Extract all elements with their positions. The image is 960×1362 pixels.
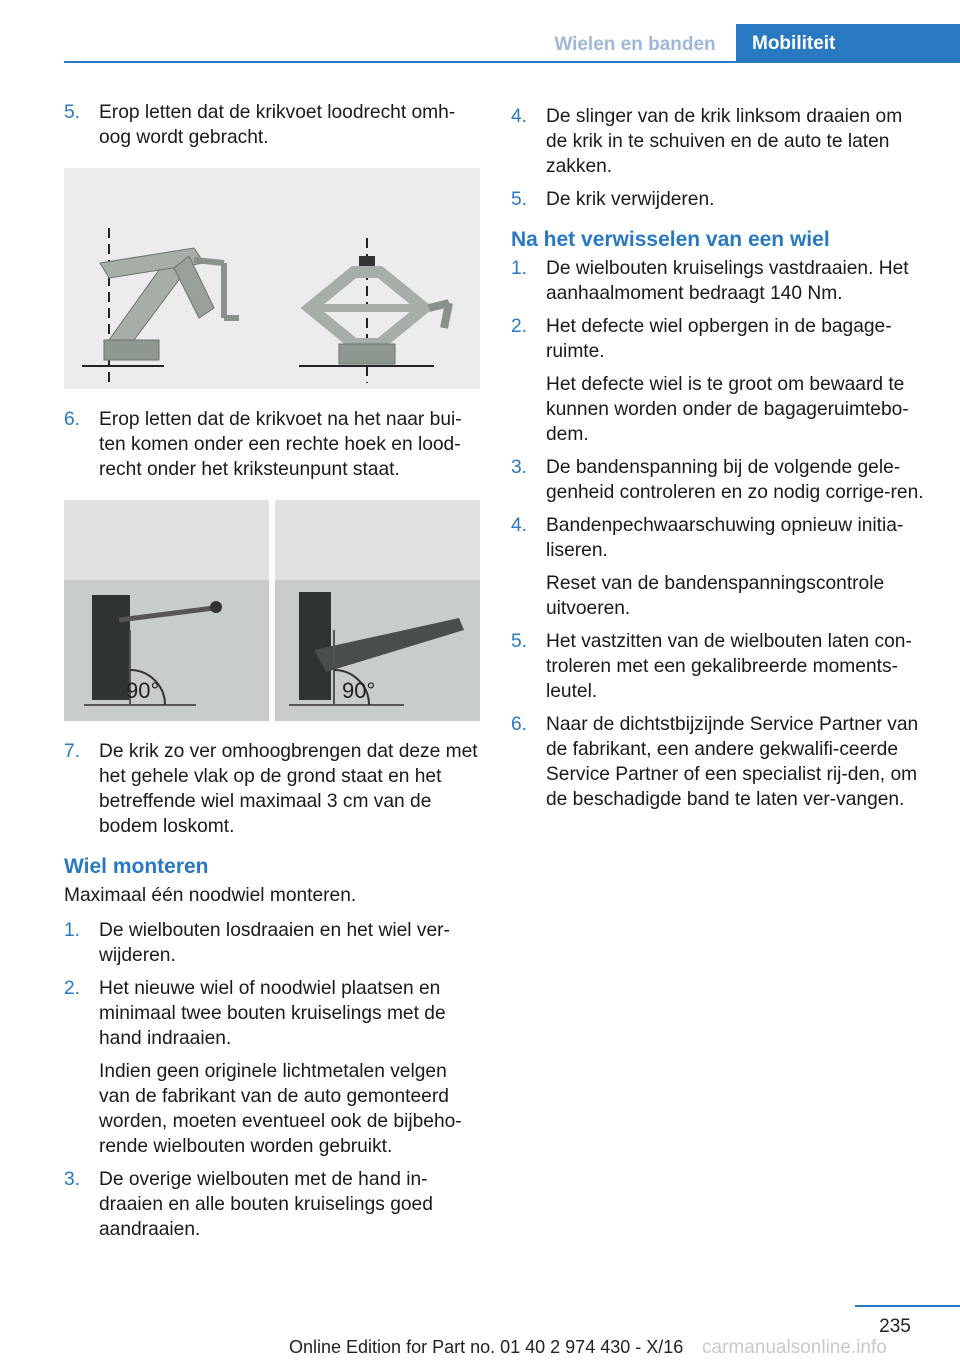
step-number: 6. bbox=[511, 714, 528, 735]
step-number: 4. bbox=[511, 515, 528, 536]
step-text: Erop letten dat de krikvoet loodrecht omh‐oog wordt gebracht. bbox=[99, 102, 456, 148]
step-text: De overige wielbouten met de hand in‐draaien en alle bouten kruiselings goed aandraaien. bbox=[99, 1169, 433, 1240]
step-number: 3. bbox=[64, 1169, 81, 1190]
list-item bbox=[64, 918, 480, 968]
footer-rule bbox=[855, 1305, 960, 1307]
step-text: Het defecte wiel opbergen in de bagage‐ruimte. bbox=[546, 316, 892, 362]
step-text: De wielbouten kruiselings vastdraaien. Het aanhaalmoment bedraagt 140 Nm. bbox=[546, 258, 909, 304]
list-item bbox=[511, 513, 927, 621]
step-number: 5. bbox=[64, 102, 81, 123]
step-text: De wielbouten losdraaien en het wiel ver‐wijderen. bbox=[99, 920, 450, 966]
jack-figure bbox=[64, 168, 480, 389]
jack-illustration bbox=[64, 168, 480, 389]
step-body bbox=[99, 1167, 480, 1242]
step-body bbox=[546, 712, 927, 812]
section-intro: Maximaal één noodwiel monteren. bbox=[64, 885, 357, 906]
edition-text: Online Edition for Part no. 01 40 2 974 430 - X/16 bbox=[289, 1337, 684, 1357]
step-body bbox=[99, 407, 480, 482]
step-note: Reset van de bandenspanningscontrole uitvoeren. bbox=[546, 573, 885, 619]
step-body bbox=[99, 739, 480, 839]
step-list bbox=[511, 256, 927, 812]
step-body bbox=[546, 256, 927, 306]
list-item bbox=[64, 739, 480, 839]
step-number: 5. bbox=[511, 189, 528, 210]
step-text: De bandenspanning bij de volgende gele‐genheid controleren en zo nodig corrige‐ren. bbox=[546, 457, 924, 503]
step-number: 5. bbox=[511, 631, 528, 652]
step-text: De krik verwijderen. bbox=[546, 189, 715, 210]
step-body bbox=[546, 314, 927, 447]
step-body bbox=[546, 187, 927, 212]
step-number: 1. bbox=[64, 920, 81, 941]
step-text: Het nieuwe wiel of noodwiel plaatsen en minimaal twee bouten kruiselings met de hand indraaien. bbox=[99, 978, 446, 1049]
step-body bbox=[546, 513, 927, 621]
step-body bbox=[99, 976, 480, 1159]
list-item bbox=[64, 1167, 480, 1242]
step-number: 6. bbox=[64, 409, 81, 430]
step-text: Het vastzitten van de wielbouten laten con‐troleren met een gekalibreerde moments‐leutel. bbox=[546, 631, 912, 702]
list-item bbox=[511, 455, 927, 505]
step-number: 2. bbox=[64, 978, 81, 999]
list-item bbox=[64, 976, 480, 1159]
header-rule bbox=[64, 61, 960, 63]
right-column bbox=[511, 104, 927, 820]
step-body bbox=[546, 104, 927, 179]
tab-wielen-en-banden[interactable]: Wielen en banden bbox=[554, 34, 716, 55]
section-title-na-het-verwisselen: Na het verwisselen van een wiel bbox=[511, 228, 830, 251]
step-list bbox=[511, 104, 927, 212]
watermark: carmanualsonline.info bbox=[702, 1337, 887, 1358]
step-text: De slinger van de krik linksom draaien om de krik in te schuiven en de auto te laten zakken. bbox=[546, 106, 903, 177]
step-text: De krik zo ver omhoogbrengen dat deze met het gehele vlak op de grond staat en het betreffende wiel maximaal 3 cm van de bodem loskomt. bbox=[99, 741, 478, 837]
step-number: 7. bbox=[64, 741, 81, 762]
step-number: 4. bbox=[511, 106, 528, 127]
page-number: 235 bbox=[879, 1316, 911, 1337]
step-body bbox=[546, 629, 927, 704]
step-body bbox=[99, 100, 480, 150]
step-note: Indien geen originele lichtmetalen velgen van de fabrikant van de auto gemonteerd worden, moeten eventueel ook de bijbeho‐rende wielbouten worden gebruikt. bbox=[99, 1061, 462, 1157]
step-text: Bandenpechwaarschuwing opnieuw initia‐liseren. bbox=[546, 515, 904, 561]
list-item bbox=[511, 104, 927, 179]
list-item bbox=[64, 100, 480, 150]
step-list bbox=[64, 739, 480, 839]
step-list bbox=[64, 100, 480, 150]
list-item bbox=[64, 407, 480, 482]
angle-label-left: 90° bbox=[126, 678, 160, 703]
step-body bbox=[546, 455, 927, 505]
list-item bbox=[511, 314, 927, 447]
jack-angle-figure bbox=[64, 500, 480, 721]
step-number: 3. bbox=[511, 457, 528, 478]
step-body bbox=[99, 918, 480, 968]
list-item bbox=[511, 187, 927, 212]
jack-angle-photo bbox=[64, 500, 480, 721]
step-list bbox=[64, 918, 480, 1242]
step-list bbox=[64, 407, 480, 482]
step-number: 2. bbox=[511, 316, 528, 337]
left-column bbox=[64, 100, 480, 1250]
step-text: Erop letten dat de krikvoet na het naar bui‐ten komen onder een rechte hoek en lood‐recht onder het kriksteunpunt staat. bbox=[99, 409, 462, 480]
angle-label-right: 90° bbox=[342, 678, 376, 703]
tab-mobiliteit[interactable]: Mobiliteit bbox=[736, 24, 960, 61]
step-text: Naar de dichtstbijzijnde Service Partner van de fabrikant, een andere gekwalifi‐ceerde Service Partner of een specialist rij‐den, om de beschadigde band te laten ver‐vangen. bbox=[546, 714, 919, 810]
section-title-wiel-monteren: Wiel monteren bbox=[64, 855, 209, 878]
step-number: 1. bbox=[511, 258, 528, 279]
list-item bbox=[511, 712, 927, 812]
list-item bbox=[511, 629, 927, 704]
list-item bbox=[511, 256, 927, 306]
step-note: Het defecte wiel is te groot om bewaard te kunnen worden onder de bagageruimtebo‐dem. bbox=[546, 374, 909, 445]
